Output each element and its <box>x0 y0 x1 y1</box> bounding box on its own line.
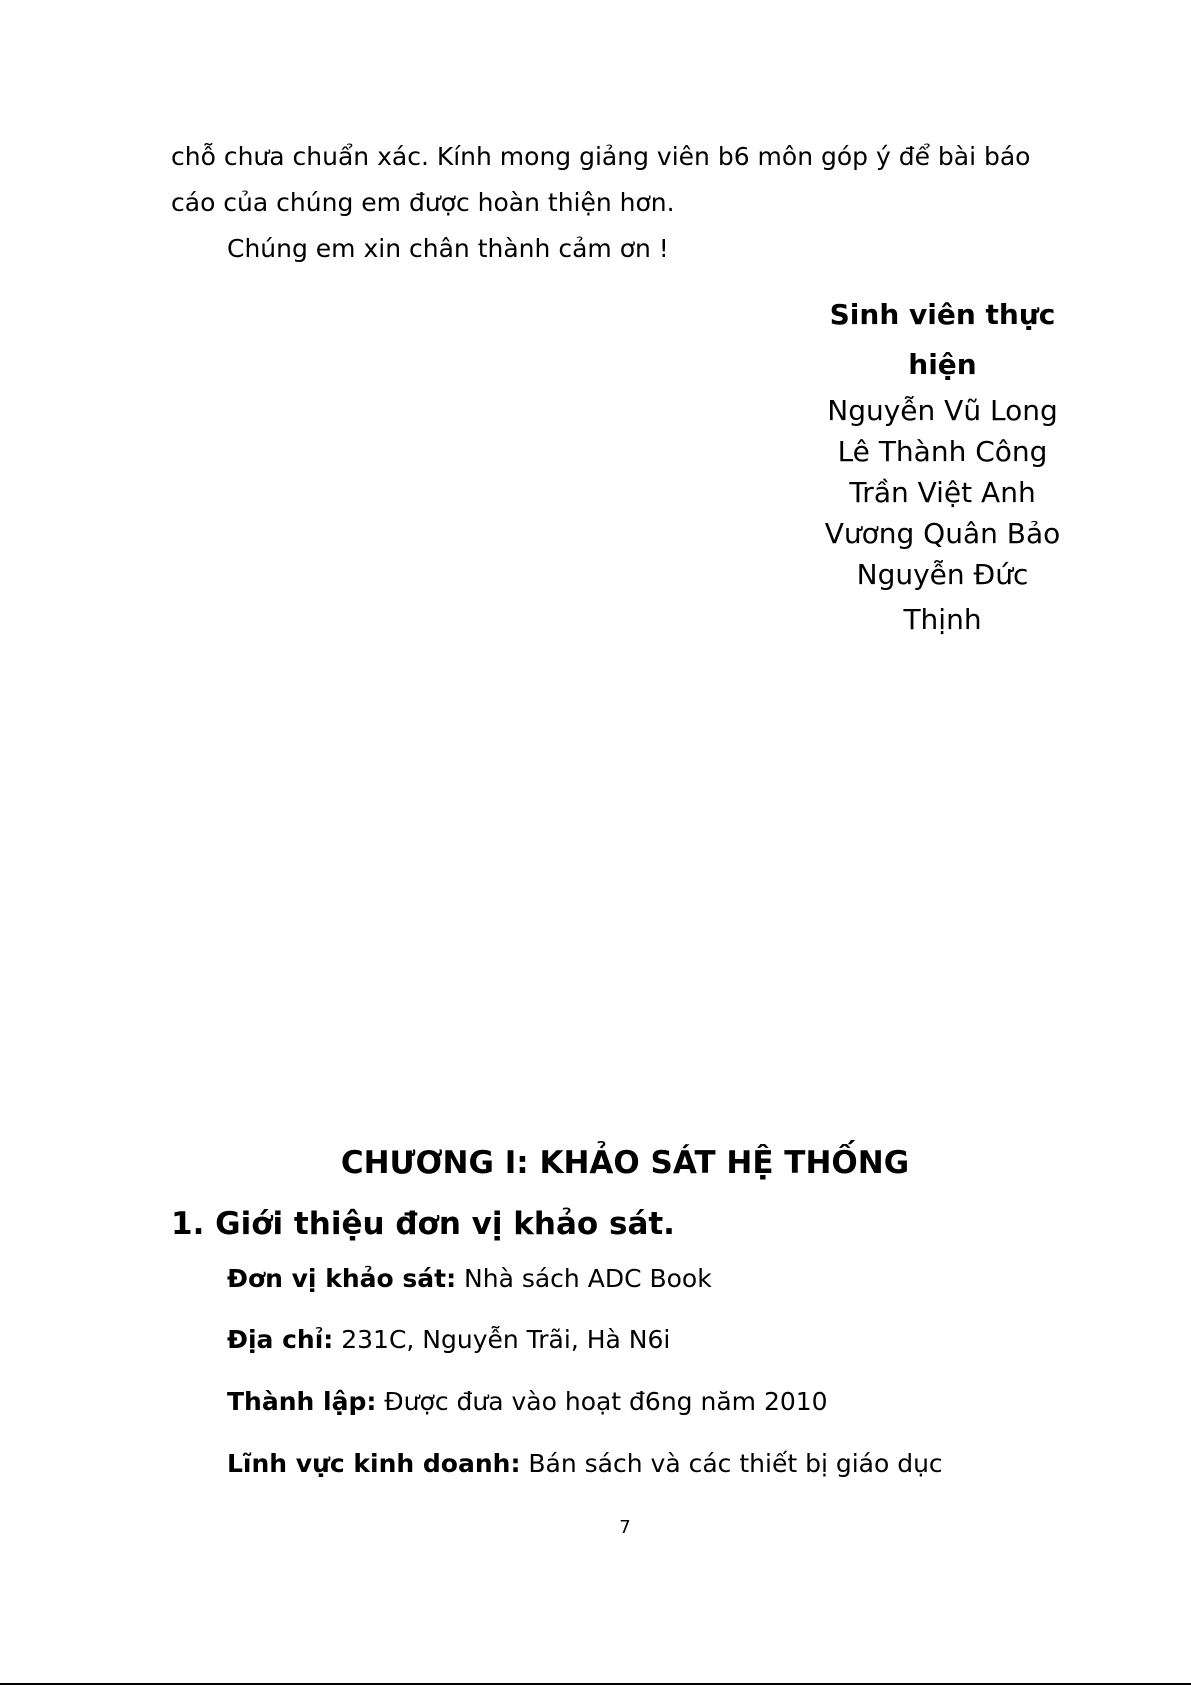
page-number: 7 <box>619 1517 631 1538</box>
field-label: Thành lập: <box>227 1387 377 1416</box>
field-value: 231C, Nguyễn Trãi, Hà N6i <box>333 1325 671 1354</box>
field-value: Nhà sách ADC Book <box>456 1264 712 1293</box>
field-label: Lĩnh vực kinh doanh: <box>227 1449 521 1478</box>
field-business <box>227 1449 943 1478</box>
intro-paragraph-line-2: cáo của chúng em được hoàn thiện hơn. <box>171 188 675 217</box>
student-name: Nguyễn Đức <box>856 558 1029 591</box>
signature-title-line-2: hiện <box>908 348 977 381</box>
student-name: Vương Quân Bảo <box>824 517 1061 550</box>
field-label: Địa chỉ: <box>227 1325 334 1354</box>
field-founded <box>227 1387 828 1416</box>
student-name: Thịnh <box>903 603 982 636</box>
thanks-line: Chúng em xin chân thành cảm ơn ! <box>227 234 669 263</box>
signature-title-line-1: Sinh viên thực <box>829 298 1056 331</box>
chapter-title: CHƯƠNG I: KHẢO SÁT HỆ THỐNG <box>340 1145 910 1181</box>
student-name: Trần Việt Anh <box>849 476 1036 509</box>
signature-block <box>820 290 1065 644</box>
field-address <box>227 1325 670 1354</box>
intro-paragraph-line-1: chỗ chưa chuẩn xác. Kính mong giảng viên b6 môn góp ý để bài báo <box>171 142 1031 171</box>
student-name: Lê Thành Công <box>837 435 1048 468</box>
field-survey-unit <box>227 1264 712 1293</box>
section-heading: 1. Giới thiệu đơn vị khảo sát. <box>171 1206 675 1242</box>
field-label: Đơn vị khảo sát: <box>227 1264 457 1293</box>
student-name: Nguyễn Vũ Long <box>827 394 1058 427</box>
field-value: Được đưa vào hoạt đ6ng năm 2010 <box>376 1387 828 1416</box>
field-value: Bán sách và các thiết bị giáo dục <box>520 1449 943 1478</box>
